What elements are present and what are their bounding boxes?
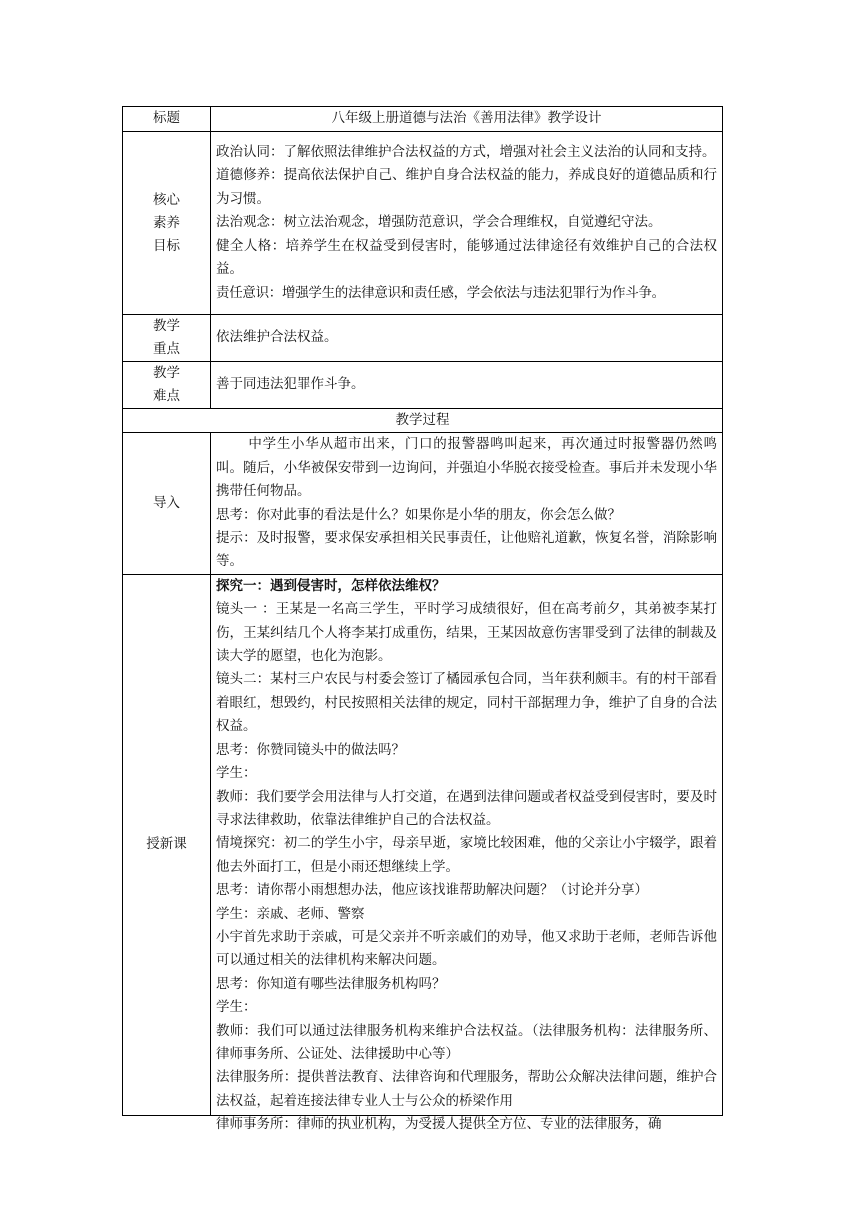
core-item: 法治观念：树立法治观念，增强防范意识，学会合理维权，自觉遵纪守法。 <box>216 214 662 231</box>
core-literacy-content <box>211 132 723 315</box>
lesson-paragraph: 镜头一 ：王某是一名高三学生，平时学习成绩很好，但在高考前夕，其弟被李某打伤，王某纠结几个人将李某打成重伤，结果，王某因故意伤害罪受到了法律的制裁及读大学的愿望，也化为泡影。 <box>216 601 717 665</box>
lesson-paragraph: 学生： <box>216 765 257 782</box>
label-line: 教学 <box>153 365 180 381</box>
new-lesson-label: 授新课 <box>123 574 211 1115</box>
difficulty-text: 善于同违法犯罪作斗争。 <box>211 362 723 409</box>
process-header: 教学过程 <box>123 409 723 433</box>
key-point-label <box>123 315 211 362</box>
intro-content <box>211 433 723 574</box>
core-item: 政治认同：了解依照法律维护合法权益的方式，增强对社会主义法治的认同和支持。 <box>216 144 716 161</box>
title-label: 标题 <box>123 107 211 132</box>
lesson-plan-table <box>122 106 723 1133</box>
lesson-paragraph: 教师：我们可以通过法律服务机构来维护合法权益。（法律服务机构：法律服务所、律师事务所、公证处、法律援助中心等） <box>216 1022 717 1062</box>
lesson-paragraph: 律师事务所：律师的执业机构，为受援人提供全方位、专业的法律服务，确 <box>216 1116 662 1133</box>
lesson-paragraph: 小宇首先求助于亲戚，可是父亲并不听亲戚们的劝导，他又求助于老师，老师告诉他可以通过相关的法律机构来解决问题。 <box>216 928 717 969</box>
label-line: 核心 <box>153 191 180 208</box>
intro-paragraph: 提示：及时报警，要求保安承担相关民事责任，让他赔礼道歉，恢复名誉，消除影响等。 <box>216 530 717 570</box>
title-row <box>123 107 723 132</box>
core-item: 责任意识：增强学生的法律意识和责任感，学会依法与违法犯罪行为作斗争。 <box>216 284 665 301</box>
lesson-title: 八年级上册道德与法治《善用法律》教学设计 <box>211 107 723 132</box>
intro-label: 导入 <box>123 433 211 574</box>
difficulty-label <box>123 362 211 409</box>
lesson-paragraph: 思考：你知道有哪些法律服务机构吗？ <box>216 975 446 992</box>
lesson-paragraph: 学生：亲戚、老师、警察 <box>216 905 365 922</box>
new-lesson-content <box>211 574 723 1133</box>
core-literacy-row <box>123 132 723 315</box>
key-point-text: 依法维护合法权益。 <box>211 315 723 362</box>
process-header-row <box>123 409 723 433</box>
label-line: 重点 <box>153 341 180 357</box>
label-line: 目标 <box>153 237 180 254</box>
core-literacy-label <box>123 132 211 315</box>
intro-paragraph: 思考：你对此事的看法是什么？如果你是小华的朋友，你会怎么做？ <box>216 506 621 523</box>
lesson-paragraph: 情境探究：初二的学生小宇，母亲早逝，家境比较困难，他的父亲让小宇辍学，跟着他去外面打工，但是小雨还想继续上学。 <box>216 835 717 875</box>
core-item: 道德修养：提高依法保护自己、维护自身合法权益的能力，养成良好的道德品质和行为习惯。 <box>216 167 717 207</box>
new-lesson-body <box>216 575 717 1133</box>
lesson-paragraph: 法律服务所：提供普法教育、法律咨询和代理服务，帮助公众解决法律问题，维护合法权益，起着连接法律专业人士与公众的桥梁作用 <box>216 1069 717 1109</box>
lesson-paragraph: 思考：请你帮小雨想想办法，他应该找谁帮助解决问题？（讨论并分享） <box>216 882 648 899</box>
label-line: 素养 <box>153 214 180 231</box>
core-item: 健全人格：培养学生在权益受到侵害时，能够通过法律途径有效维护自己的合法权益。 <box>216 237 717 278</box>
intro-row <box>123 433 723 574</box>
intro-paragraph: 中学生小华从超市出来，门口的报警器鸣叫起来，再次通过时报警器仍然鸣叫。随后，小华被保安带到一边询问，并强迫小华脱衣接受检查。事后并未发现小华携带任何物品。 <box>216 436 717 500</box>
new-lesson-row <box>123 574 723 1115</box>
key-point-row <box>123 315 723 362</box>
lesson-paragraph: 镜头二：某村三户农民与村委会签订了橘园承包合同，当年获利颇丰。有的村干部看着眼红，想毁约，村民按照相关法律的规定，同村干部据理力争，维护了自身的合法权益。 <box>216 671 717 735</box>
label-line: 教学 <box>153 318 180 334</box>
lesson-paragraph: 教师：我们要学会用法律与人打交道，在遇到法律问题或者权益受到侵害时，要及时寻求法律救助，依靠法律维护自己的合法权益。 <box>216 788 717 828</box>
lesson-paragraph: 学生： <box>216 999 257 1016</box>
inquiry-heading: 探究一：遇到侵害时，怎样依法维权？ <box>216 577 446 594</box>
lesson-paragraph: 思考：你赞同镜头中的做法吗？ <box>216 741 405 758</box>
label-line: 难点 <box>153 388 180 404</box>
difficulty-row <box>123 362 723 409</box>
